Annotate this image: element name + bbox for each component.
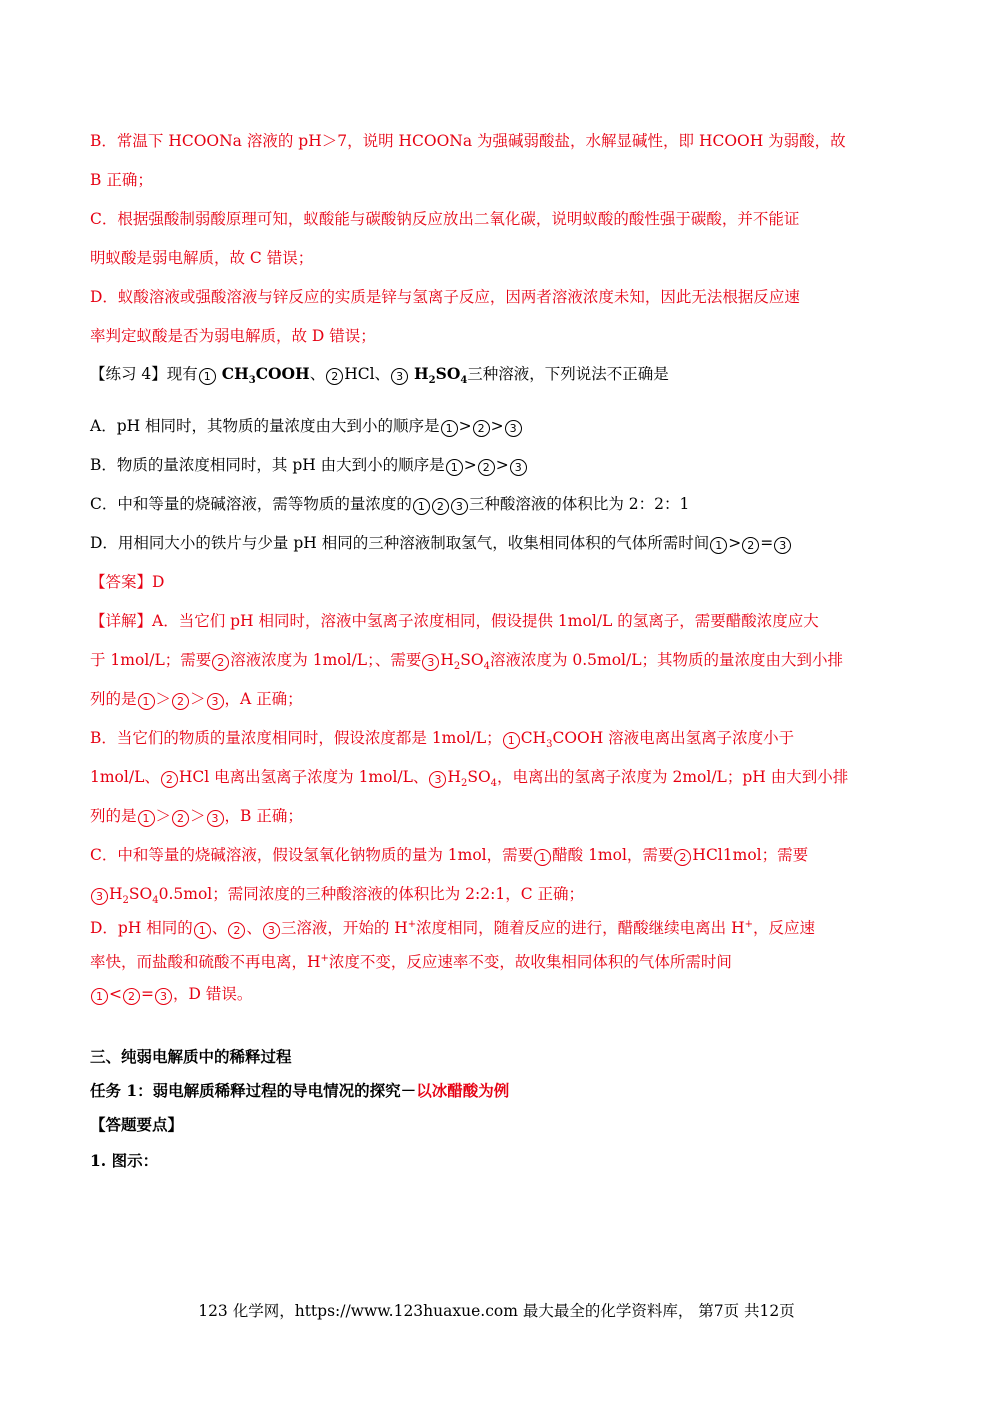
text-line: 率判定蚁酸是否为弱电解质，故 D 错误； [90,327,376,345]
option-d: D．用相同大小的铁片与少量 pH 相同的三种溶液制取氢气，收集相同体积的气体所需时间 1 > 2 = 3 [90,533,900,554]
text-line: D．蚁酸溶液或强酸溶液与锌反应的实质是锌与氢离子反应，因两者溶液浓度未知，因此无法根据反应速 [90,288,800,306]
exercise-stem: 【练习 4】现有 1 $CH_3COOH$、 2 HCl、 3 $H_2SO_4$三种溶液，下列说法不正确是 [90,364,669,387]
option-b: B．物质的量浓度相同时，其 pH 由大到小的顺序是 1 > 2 > 3 [90,455,900,476]
text-line: B．常温下 HCOONa 溶液的 pH＞7，说明 HCOONa 为强碱弱酸盐，水解显碱性，即 HCOOH 为弱酸，故 [90,132,846,150]
task-heading: 任务 1：弱电解质稀释过程的导电情况的探究－以冰醋酸为例 [90,1081,510,1100]
section-heading: 三、纯弱电解质中的稀释过程 [90,1047,292,1066]
detail-line: 列的是 1 ＞ 2 ＞ 3 ，B 正确； [90,807,303,825]
detail-line: 1 < 2 = 3 ，D 错误。 [90,984,900,1005]
detail-line: 1mol/L、 2 HCl 电离出氢离子浓度为 1mol/L、 3 $H_2SO_4$，电离出的氢离子浓度为 2mol/L；pH 由大到小排 [90,768,849,790]
text-line: 明蚁酸是弱电解质，故 C 错误； [90,249,314,267]
detail-line: C．中和等量的烧碱溶液，假设氢氧化钠物质的量为 1mol，需要 1 醋酸 1mol，需要 2 HCl1mol；需要 [90,846,809,864]
page-footer: 123 化学网，https://www.123huaxue.com 最大最全的化学资料库， 第7页 共12页 [198,1302,795,1320]
option-a: A．pH 相同时，其物质的量浓度由大到小的顺序是 1 > 2 > 3 [90,416,900,437]
text-line: B 正确； [90,171,153,189]
detail-line: B．当它们的物质的量浓度相同时，假设浓度都是 1mol/L； 1 $CH_3COOH$ 溶液电离出氢离子浓度小于 [90,729,795,751]
detail-line: 3 $H_2SO_40.5mol$；需同浓度的三种酸溶液的体积比为 2:2:1，C 正确； [90,884,900,911]
detail-line: 【详解】A．当它们 pH 相同时，溶液中氢离子浓度相同，假设提供 1mol/L 的氢离子，需要醋酸浓度应大 [90,612,819,630]
detail-line: 列的是 1 ＞ 2 ＞ 3 ，A 正确； [90,690,303,708]
detail-line: 于 1mol/L；需要 2 溶液浓度为 1mol/L；、需要 3 $H_2SO_4$溶液浓度为 0.5mol/L；其物质的量浓度由大到小排 [90,651,844,673]
option-c: C．中和等量的烧碱溶液，需等物质的量浓度的 1 2 3 三种酸溶液的体积比为 2：2：1 [90,495,690,513]
points-heading: 【答题要点】 [90,1115,184,1134]
answer: 【答案】D [90,573,165,591]
detail-line: 率快，而盐酸和硫酸不再电离，H+浓度不变，反应速率不变，故收集相同体积的气体所需时间 [90,953,732,972]
figure-label: 1. 图示： [90,1151,159,1170]
detail-line: D．pH 相同的 1 、 2 、 3 三溶液，开始的 H+浓度相同，随着反应的进行，醋酸继续电离出 H+，反应速 [90,919,816,938]
text-line: C．根据强酸制弱酸原理可知，蚁酸能与碳酸钠反应放出二氧化碳，说明蚁酸的酸性强于碳酸，并不能证 [90,210,800,228]
